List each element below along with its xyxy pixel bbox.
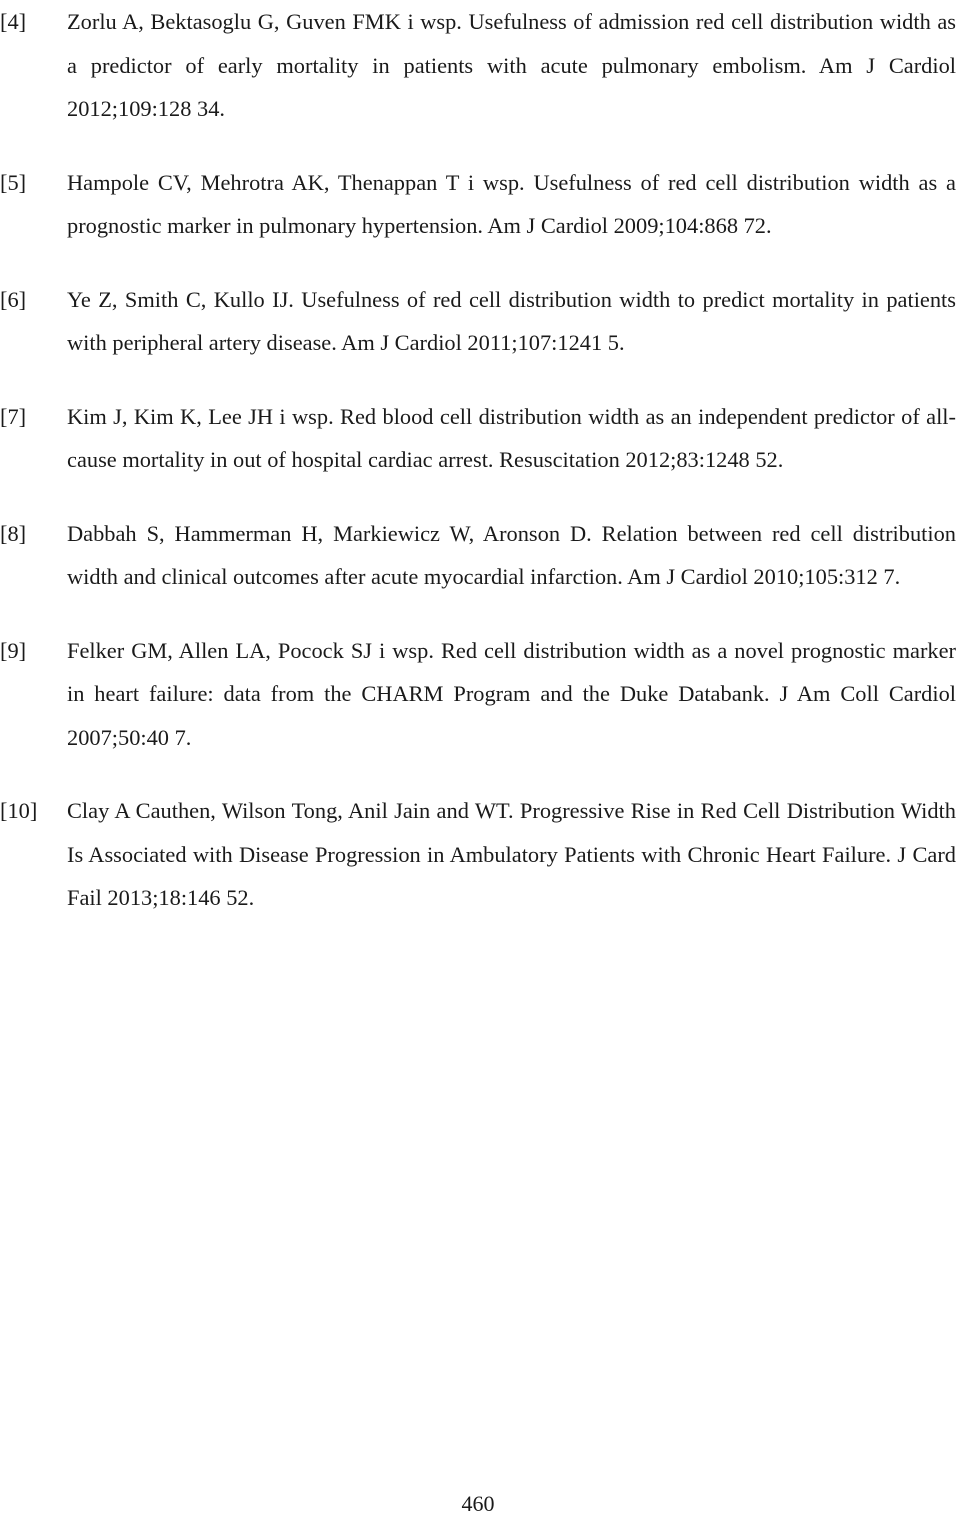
reference-number: [4] <box>0 9 27 34</box>
reference-item <box>0 512 956 599</box>
reference-item <box>0 161 956 248</box>
reference-number: [6] <box>0 286 27 312</box>
reference-item <box>0 629 956 760</box>
reference-text: Hampole CV, Mehrotra AK, Thenappan T i wsp. Usefulness of red cell distribution width as a prognostic marker in pulmonary hypertension. Am J Cardiol 2009;104:868 72. <box>67 169 956 238</box>
reference-number: [9] <box>0 637 27 663</box>
reference-text: Felker GM, Allen LA, Pocock SJ i wsp. Red cell distribution width as a novel prognostic marker in heart failure: data from the CHARM Program and the Duke Databank. J Am Coll Cardiol 2007;50:40 7. <box>67 637 956 750</box>
reference-text: Kim J, Kim K, Lee JH i wsp. Red blood cell distribution width as an independent predictor of all-cause mortality in out of hospital cardiac arrest. Resuscitation 2012;83:1248 52. <box>67 403 956 472</box>
reference-text: Clay A Cauthen, Wilson Tong, Anil Jain and WT. Progressive Rise in Red Cell Distribution Width Is Associated with Disease Progression in Ambulatory Patients with Chronic Heart Failure. J Card Fail 2013;18:146 52. <box>67 798 956 910</box>
reference-text: Ye Z, Smith C, Kullo IJ. Usefulness of red cell distribution width to predict mortality in patients with peripheral artery disease. Am J Cardiol 2011;107:1241 5. <box>67 286 956 355</box>
reference-item <box>0 789 956 920</box>
reference-number: [5] <box>0 169 27 195</box>
reference-number: [10] <box>0 798 38 823</box>
reference-item <box>0 0 956 131</box>
reference-text: Zorlu A, Bektasoglu G, Guven FMK i wsp. Usefulness of admission red cell distribution width as a predictor of early mortality in patients with acute pulmonary embolism. Am J Cardiol 2012;109:128 34. <box>67 9 956 121</box>
reference-item <box>0 278 956 365</box>
page-number: 460 <box>461 1491 495 1516</box>
reference-item <box>0 395 956 482</box>
reference-number: [8] <box>0 520 27 546</box>
reference-text: Dabbah S, Hammerman H, Markiewicz W, Aronson D. Relation between red cell distribution width and clinical outcomes after acute myocardial infarction. Am J Cardiol 2010;105:312 7. <box>67 520 956 589</box>
reference-number: [7] <box>0 403 27 429</box>
